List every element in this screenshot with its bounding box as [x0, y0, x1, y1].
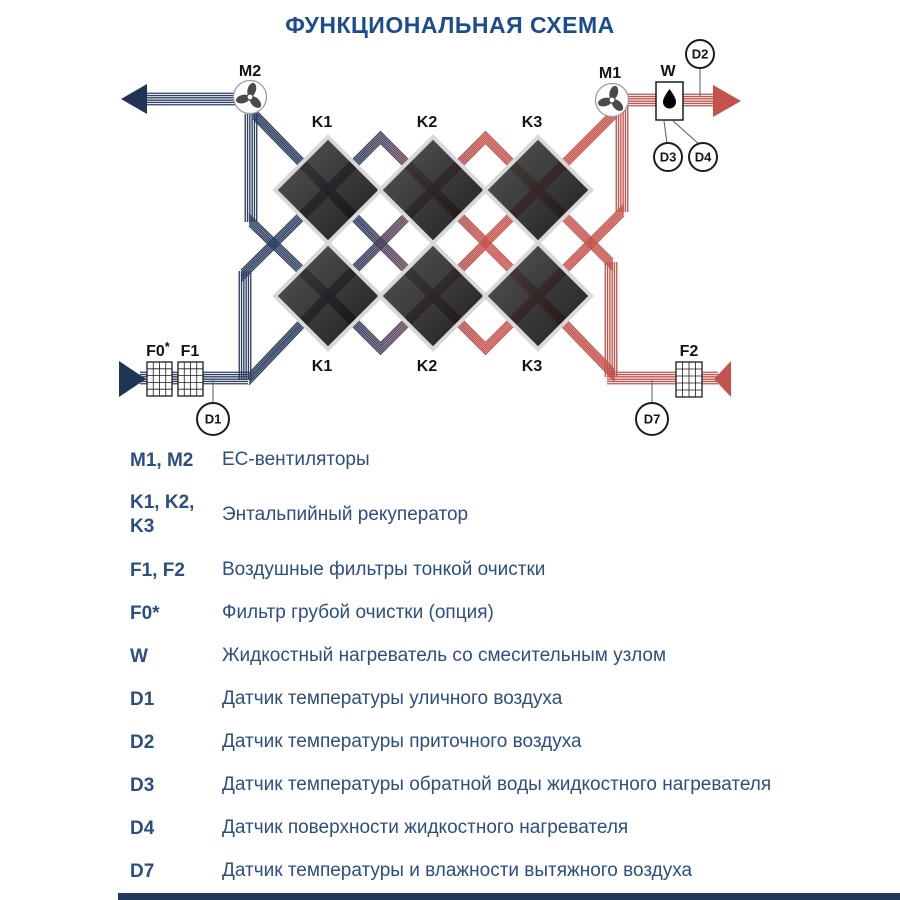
sensor-d1	[197, 403, 229, 435]
legend-desc: Воздушные фильтры тонкой очистки	[222, 559, 546, 580]
filter-f0-label: F0*	[146, 339, 170, 360]
air-bundle	[245, 114, 257, 222]
fan-m1-label: M1	[598, 65, 622, 82]
sensor-d3	[654, 143, 682, 171]
sensor-d3-label: D3	[659, 149, 677, 165]
filter-f1-box	[178, 362, 203, 396]
legend-desc: Жидкостный нагреватель со смесительным узлом	[222, 645, 667, 666]
functional-diagram	[0, 0, 900, 448]
extract-in-arrow-icon	[714, 361, 731, 397]
sensor-d7	[636, 403, 668, 435]
exhaust-out-arrow-icon	[121, 84, 147, 114]
legend-key: F0*	[130, 603, 160, 624]
legend-desc: Датчик температуры и влажности вытяжного воздуха	[222, 860, 693, 881]
fan-m2-label: M2	[238, 63, 262, 80]
legend-key: D1	[130, 689, 155, 710]
recuperator-k1-top-label: K1	[311, 114, 333, 131]
air-bundle	[143, 93, 235, 105]
legend-desc: Энтальпийный рекуператор	[222, 504, 469, 525]
legend-key: D3	[130, 775, 155, 796]
filter-f2-label: F2	[679, 343, 699, 360]
water-heater-box	[656, 82, 683, 120]
sensor-d2-label: D2	[691, 46, 709, 62]
page-title: ФУНКЦИОНАЛЬНАЯ СХЕМА	[285, 12, 615, 38]
sensor-d4-label: D4	[694, 149, 712, 165]
legend-desc: Датчик температуры уличного воздуха	[222, 688, 563, 709]
legend-desc: Датчик температуры приточного воздуха	[222, 731, 582, 752]
legend-desc: Датчик температуры обратной воды жидкостного нагревателя	[222, 774, 772, 795]
air-bundle	[607, 372, 680, 384]
sensor-d1-label: D1	[204, 411, 222, 427]
legend-key: W	[130, 646, 148, 667]
recuperator-diamond	[380, 243, 486, 349]
legend-desc: Датчик поверхности жидкостного нагревателя	[222, 817, 629, 838]
legend-key: M1, M2	[130, 450, 194, 471]
recuperator-k2-bottom-label: K2	[416, 358, 438, 375]
recuperator-k3-top-label: K3	[521, 114, 543, 131]
filter-f1-label: F1	[180, 343, 200, 360]
filter-f2-box	[676, 362, 702, 397]
air-bundle	[627, 94, 660, 106]
legend-desc: ЕС-вентиляторы	[222, 449, 370, 470]
supply-out-arrow-icon	[713, 85, 741, 117]
recuperator-k2-top-label: K2	[416, 114, 438, 131]
legend-key: D2	[130, 732, 155, 753]
legend-key: K1, K2, K3	[130, 492, 195, 537]
heater-label: W	[660, 63, 676, 80]
legend-key: D4	[130, 818, 155, 839]
legend-key: F1, F2	[130, 560, 185, 581]
recuperator-k1-bottom-label: K1	[311, 358, 333, 375]
air-bundle	[239, 271, 251, 380]
sensor-d4	[689, 143, 717, 171]
air-bundle	[616, 106, 628, 212]
sensor-d2	[686, 40, 714, 68]
recuperator-diamond	[485, 137, 591, 243]
recuperator-k3-bottom-label: K3	[521, 358, 543, 375]
air-bundle	[680, 94, 718, 106]
filter-f0-box	[147, 362, 172, 396]
fan-m2-icon	[234, 81, 267, 114]
legend-key: D7	[130, 861, 155, 882]
sensor-d7-label: D7	[643, 411, 661, 427]
fan-m1-icon	[596, 84, 629, 117]
recuperator-diamonds	[275, 137, 591, 349]
bottom-strip	[118, 893, 900, 900]
legend-desc: Фильтр грубой очистки (опция)	[222, 602, 494, 623]
air-bundle	[605, 262, 617, 377]
outdoor-intake-arrow-icon	[119, 361, 146, 397]
